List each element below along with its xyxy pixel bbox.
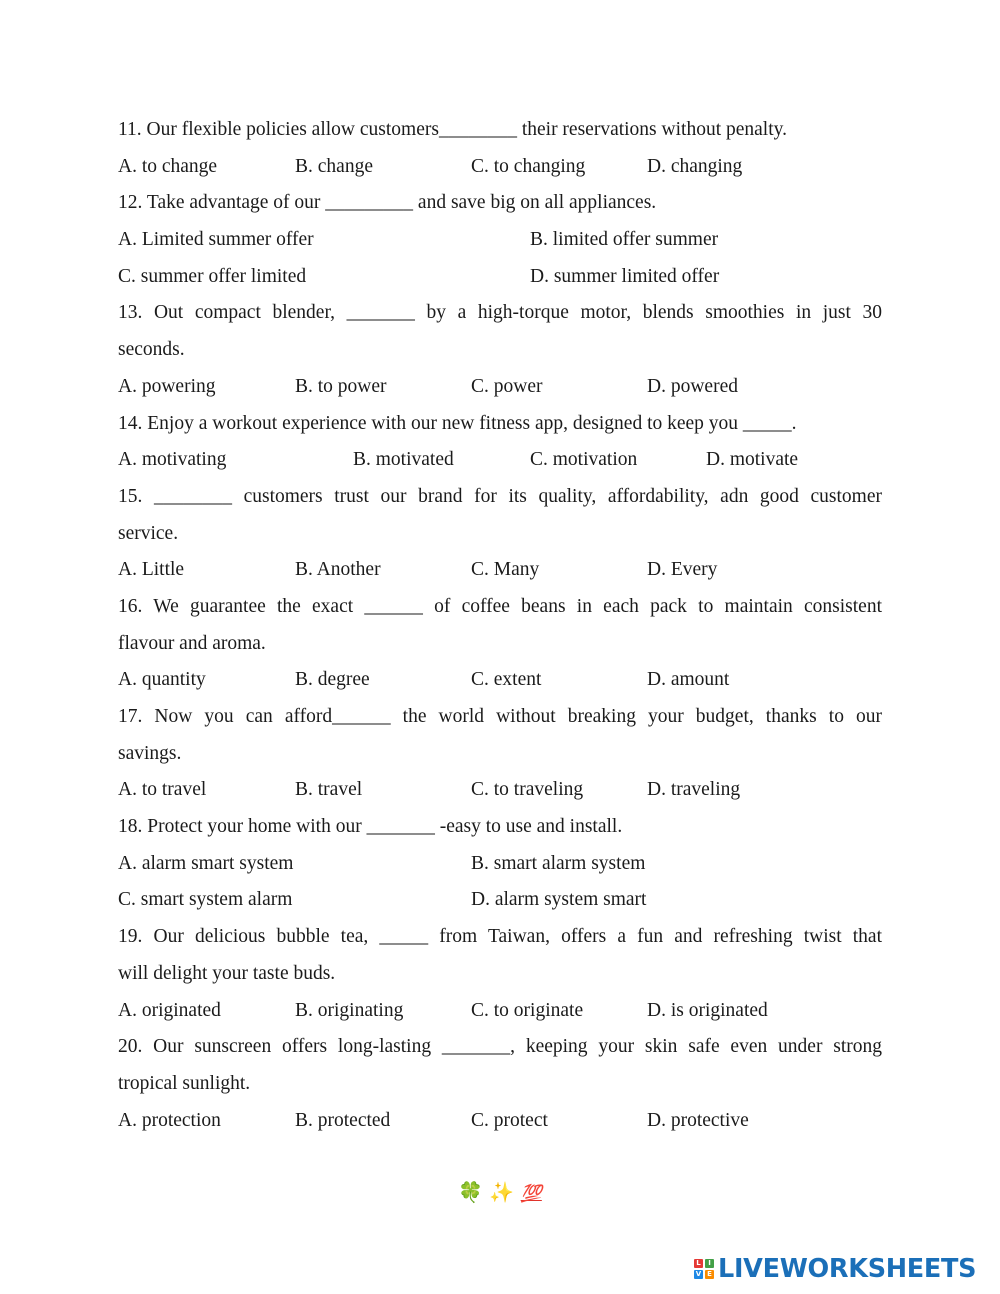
answer-option[interactable]: D. is originated xyxy=(647,999,768,1021)
answer-option[interactable]: C. smart system alarm xyxy=(118,889,293,911)
question-text: 19. Our delicious bubble tea, _____ from Taiwan, offers a fun and refreshing twist that xyxy=(118,926,882,948)
question-text: 11. Our flexible policies allow customers________ their reservations without penalty. xyxy=(118,119,787,140)
question-block xyxy=(118,1029,882,1139)
answer-option[interactable]: D. powered xyxy=(647,375,738,397)
question-text: 20. Our sunscreen offers long-lasting _______, keeping your skin safe even under strong xyxy=(118,1036,882,1058)
hundred-points-icon: 💯 xyxy=(520,1184,542,1204)
question-text: will delight your taste buds. xyxy=(118,962,336,984)
answer-option[interactable]: C. to changing xyxy=(471,155,586,177)
logo-tile-l: L xyxy=(694,1259,703,1268)
question-text: 16. We guarantee the exact ______ of coffee beans in each pack to maintain consistent xyxy=(118,595,882,617)
question-block xyxy=(118,479,882,589)
logo-mark-icon xyxy=(694,1259,714,1279)
question-block xyxy=(118,185,882,295)
answer-option[interactable]: A. protection xyxy=(118,1109,221,1131)
answer-option[interactable]: C. extent xyxy=(471,669,542,691)
answer-option[interactable]: C. to originate xyxy=(471,999,584,1021)
answer-option[interactable]: A. alarm smart system xyxy=(118,852,294,874)
question-block xyxy=(118,699,882,809)
answer-option[interactable]: D. motivate xyxy=(706,449,799,471)
options-row xyxy=(118,846,882,883)
answer-option[interactable]: A. Little xyxy=(118,559,185,581)
answer-option[interactable]: B. protected xyxy=(295,1109,391,1131)
answer-option[interactable]: C. motivation xyxy=(530,449,638,471)
answer-option[interactable]: A. to change xyxy=(118,155,218,177)
options-row xyxy=(118,552,882,589)
answer-option[interactable]: A. motivating xyxy=(118,449,227,471)
question-text: service. xyxy=(118,522,179,544)
answer-option[interactable]: A. powering xyxy=(118,375,216,397)
question-block xyxy=(118,112,882,185)
options-row xyxy=(118,882,882,919)
question-text: seconds. xyxy=(118,339,185,361)
answer-option[interactable]: C. to traveling xyxy=(471,779,584,801)
answer-option[interactable]: B. smart alarm system xyxy=(471,852,646,874)
answer-option[interactable]: A. quantity xyxy=(118,669,206,691)
question-text: 14. Enjoy a workout experience with our new fitness app, designed to keep you _____. xyxy=(118,412,797,434)
liveworksheets-logo xyxy=(694,1251,976,1287)
question-block xyxy=(118,406,882,479)
answer-option[interactable]: D. alarm system smart xyxy=(471,889,647,911)
options-row xyxy=(118,442,882,479)
question-block xyxy=(118,295,882,405)
answer-option[interactable]: C. summer offer limited xyxy=(118,265,307,287)
answer-option[interactable]: A. Limited summer offer xyxy=(118,229,314,251)
sparkles-icon: ✨ xyxy=(489,1180,515,1204)
answer-option[interactable]: C. Many xyxy=(471,559,540,581)
clover-icon: 🍀 xyxy=(458,1180,484,1204)
question-text: 15. ________ customers trust our brand for its quality, affordability, adn good customer xyxy=(118,485,882,507)
question-text: 17. Now you can afford______ the world without breaking your budget, thanks to our xyxy=(118,706,882,727)
options-row xyxy=(118,222,882,259)
answer-option[interactable]: C. power xyxy=(471,375,543,397)
question-text: savings. xyxy=(118,742,182,764)
answer-option[interactable]: B. Another xyxy=(295,559,381,581)
logo-tile-i: I xyxy=(705,1259,714,1268)
worksheet xyxy=(118,112,882,1139)
question-block xyxy=(118,589,882,699)
answer-option[interactable]: D. summer limited offer xyxy=(530,265,720,287)
options-row xyxy=(118,772,882,809)
question-text: 12. Take advantage of our _________ and save big on all appliances. xyxy=(118,192,657,214)
options-row xyxy=(118,662,882,699)
question-text: flavour and aroma. xyxy=(118,632,266,654)
options-row xyxy=(118,149,882,186)
answer-option[interactable]: B. limited offer summer xyxy=(530,229,719,251)
logo-tile-v: V xyxy=(695,1270,702,1278)
answer-option[interactable]: D. protective xyxy=(647,1109,749,1131)
answer-option[interactable]: D. amount xyxy=(647,669,730,691)
answer-option[interactable]: B. degree xyxy=(295,669,370,691)
answer-option[interactable]: B. to power xyxy=(295,375,387,397)
options-row xyxy=(118,993,882,1030)
question-text: 18. Protect your home with our _______ -easy to use and install. xyxy=(118,816,623,838)
answer-option[interactable]: D. traveling xyxy=(647,779,741,801)
answer-option[interactable]: C. protect xyxy=(471,1109,548,1131)
logo-tile-e: E xyxy=(705,1270,714,1279)
answer-option[interactable]: A. to travel xyxy=(118,779,207,801)
question-text: 13. Out compact blender, _______ by a high-torque motor, blends smoothies in just 30 xyxy=(118,302,882,324)
answer-option[interactable]: B. originating xyxy=(295,999,404,1021)
options-row xyxy=(118,1103,882,1140)
answer-option[interactable]: A. originated xyxy=(118,999,221,1021)
answer-option[interactable]: B. travel xyxy=(295,779,363,801)
question-text: tropical sunlight. xyxy=(118,1072,251,1094)
options-row xyxy=(118,369,882,406)
footer-emoji-row xyxy=(0,1177,1000,1209)
answer-option[interactable]: D. changing xyxy=(647,155,743,177)
answer-option[interactable]: D. Every xyxy=(647,559,718,581)
options-row xyxy=(118,259,882,296)
answer-option[interactable]: B. change xyxy=(295,155,373,177)
answer-option[interactable]: B. motivated xyxy=(353,449,454,471)
brand-wordmark: LIVEWORKSHEETS xyxy=(718,1254,977,1284)
question-block xyxy=(118,919,882,1029)
question-block xyxy=(118,809,882,919)
